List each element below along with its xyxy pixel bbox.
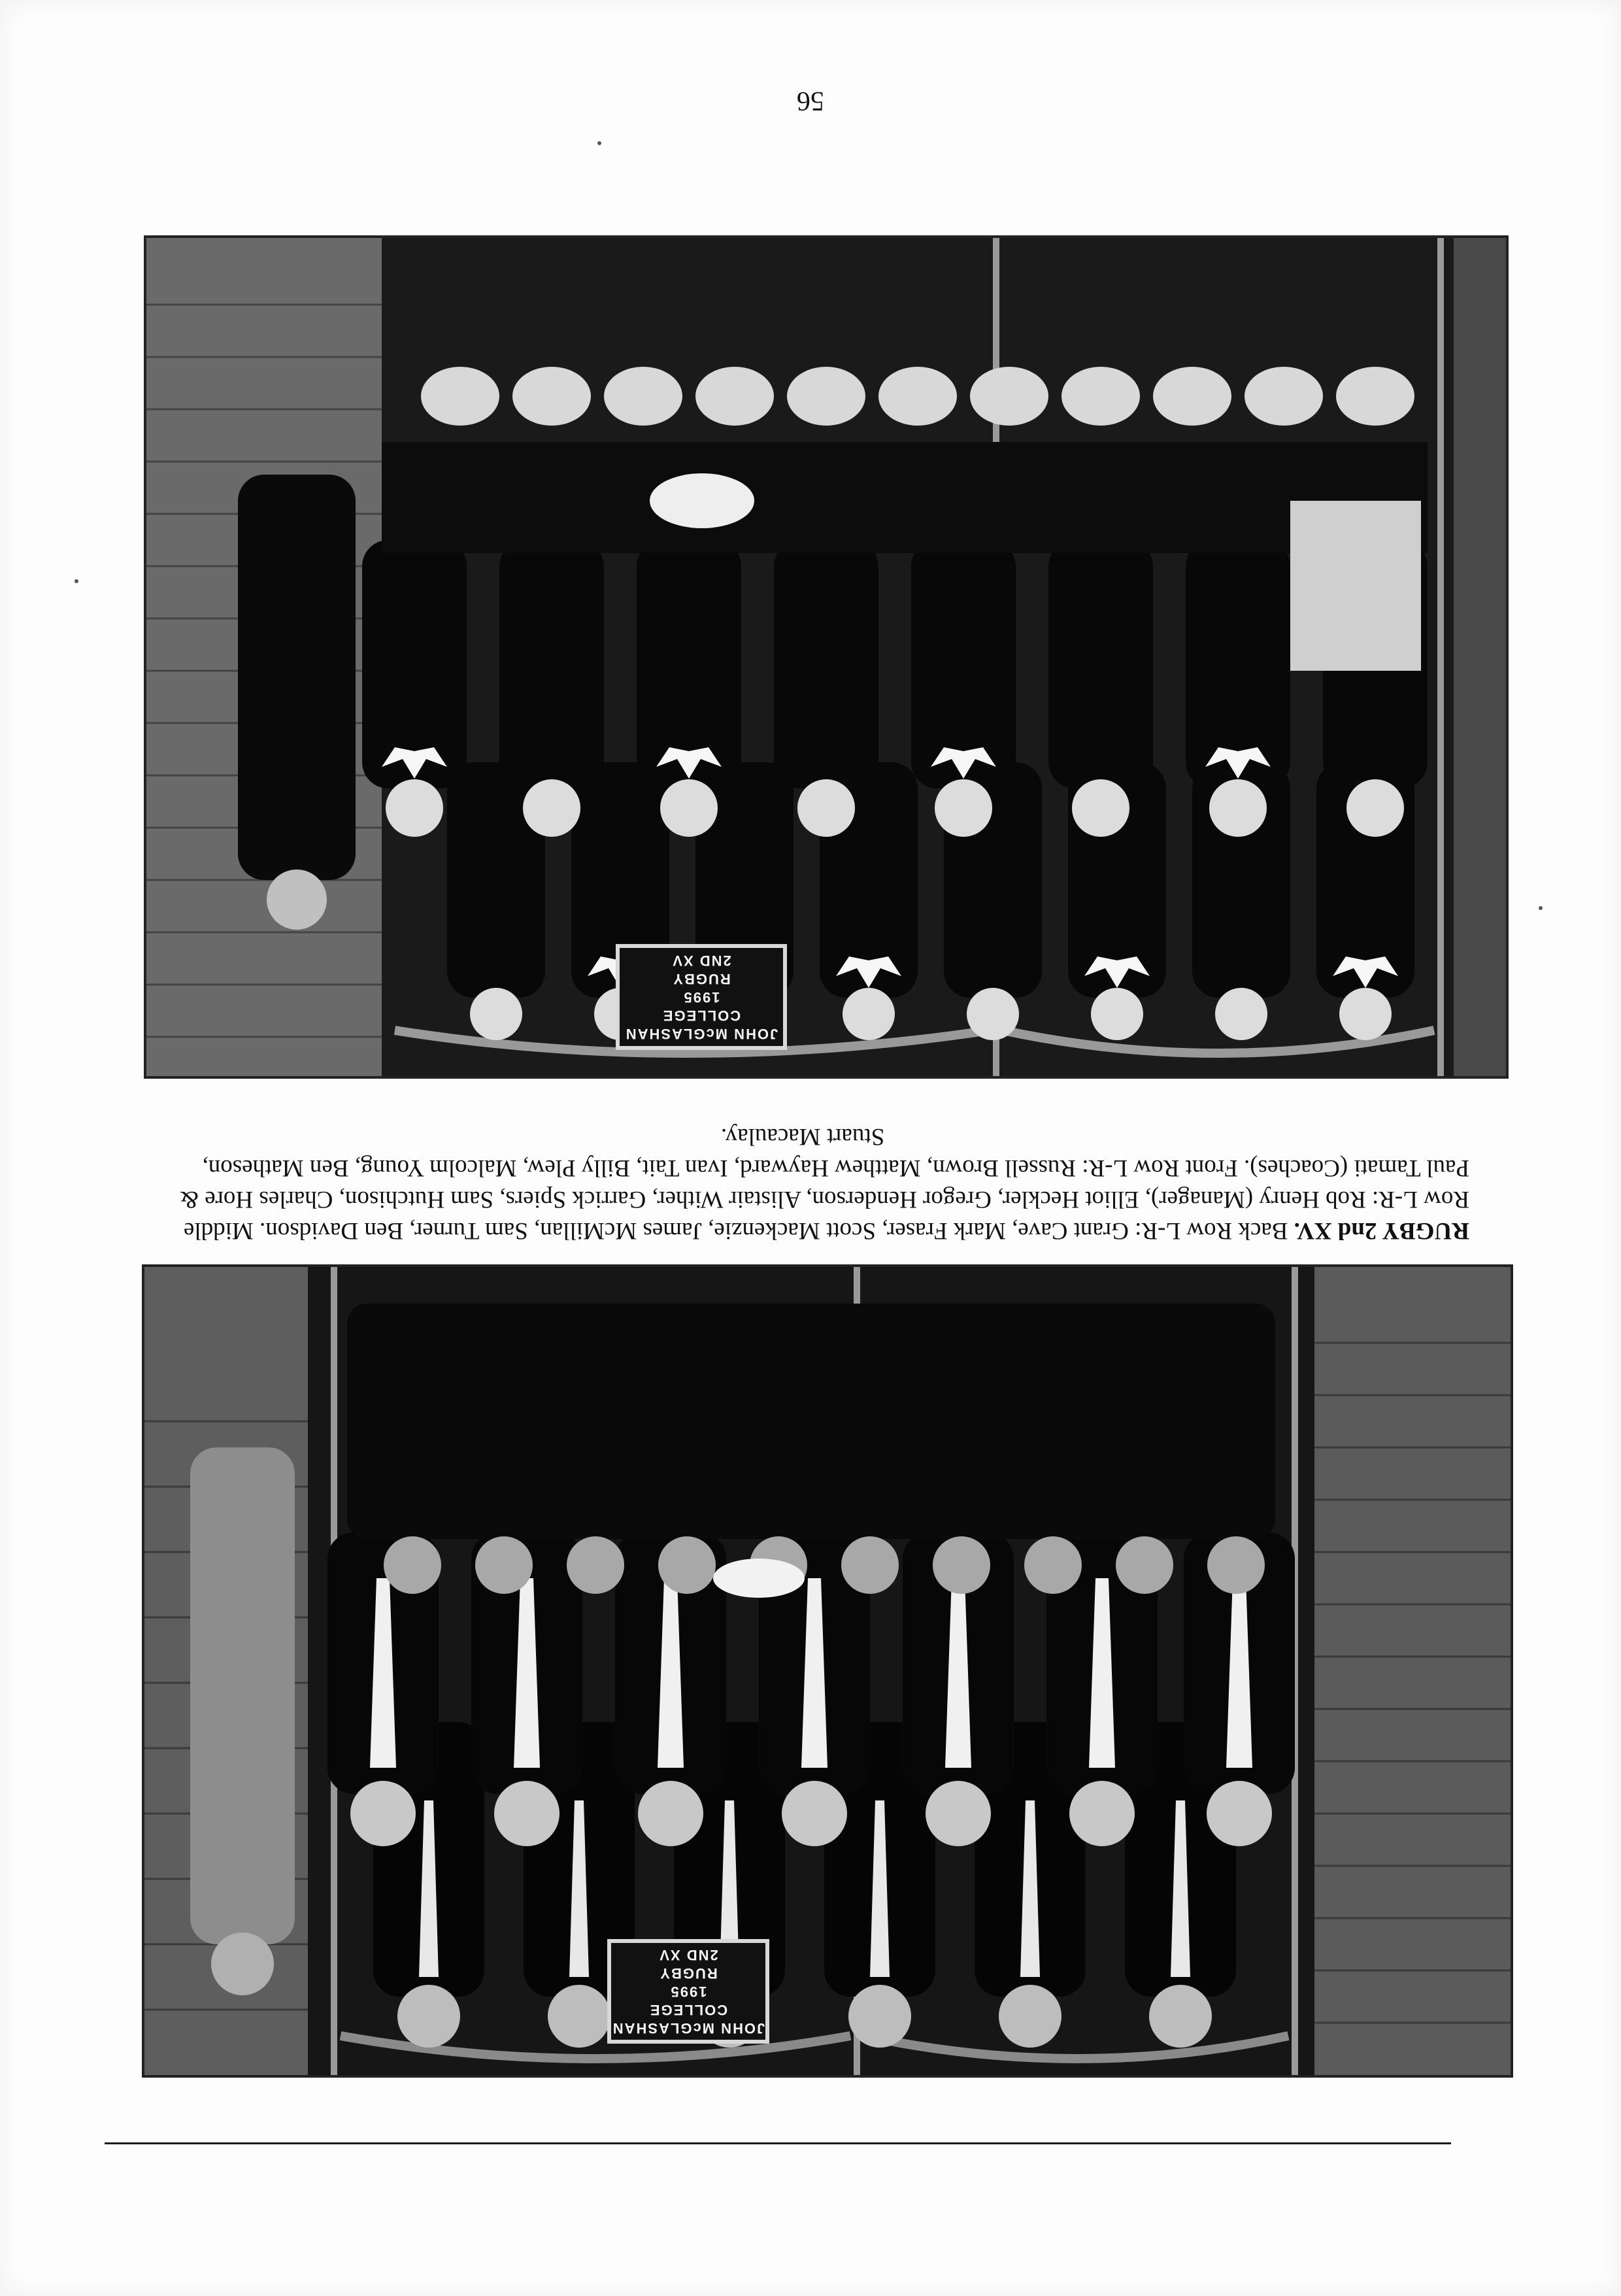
scan-speck bbox=[1539, 906, 1543, 910]
plaque-line: RUGBY bbox=[672, 971, 731, 987]
plaque-line: COLLEGE bbox=[648, 2002, 728, 2018]
team-photo-blazers bbox=[142, 1264, 1513, 2078]
plaque-line: 1995 bbox=[682, 989, 720, 1005]
plaque-line: JOHN McGLASHAN bbox=[611, 2020, 765, 2036]
team-photo-jerseys-image bbox=[146, 238, 1506, 1076]
page-number: 56 bbox=[797, 86, 824, 116]
header-rule bbox=[105, 2142, 1451, 2144]
caption-text: Back Row L-R: Grant Cave, Mark Fraser, Scott Mackenzie, James McMillan, Sam Turner, Ben Davidson. Middle Row L-R: Rob Henry (Manager), Elliot Heckler, Gregor Henderson, Alistair Wither, Garrick Spiers, Sam Hutchison, Charles Hore & Paul Tamati (Coaches). Front Row L-R: Russell Brown, Matthew Hayward, Ivan Tait, Billy Plew, Malcolm Young, Ben Matheson, bbox=[180, 1155, 1469, 1244]
team-photo-blazers-image bbox=[144, 1267, 1511, 2075]
plaque-line: 1995 bbox=[669, 1984, 707, 2000]
plaque-sign bbox=[616, 944, 787, 1050]
team-photo-jerseys bbox=[144, 235, 1509, 1079]
scan-speck bbox=[75, 579, 78, 583]
plaque-line: JOHN McGLASHAN bbox=[624, 1026, 778, 1042]
plaque-line: COLLEGE bbox=[661, 1007, 741, 1024]
photo-caption bbox=[136, 1121, 1469, 1246]
plaque-sign bbox=[607, 1939, 769, 2044]
caption-heading: RUGBY 2nd XV. bbox=[1294, 1217, 1469, 1244]
plaque-line: 2ND XV bbox=[658, 1947, 718, 1963]
plaque-line: 2ND XV bbox=[671, 953, 731, 969]
scan-speck bbox=[597, 141, 601, 145]
plaque-line: RUGBY bbox=[659, 1965, 718, 1982]
caption-last-line: Stuart Macaulay. bbox=[720, 1123, 885, 1150]
